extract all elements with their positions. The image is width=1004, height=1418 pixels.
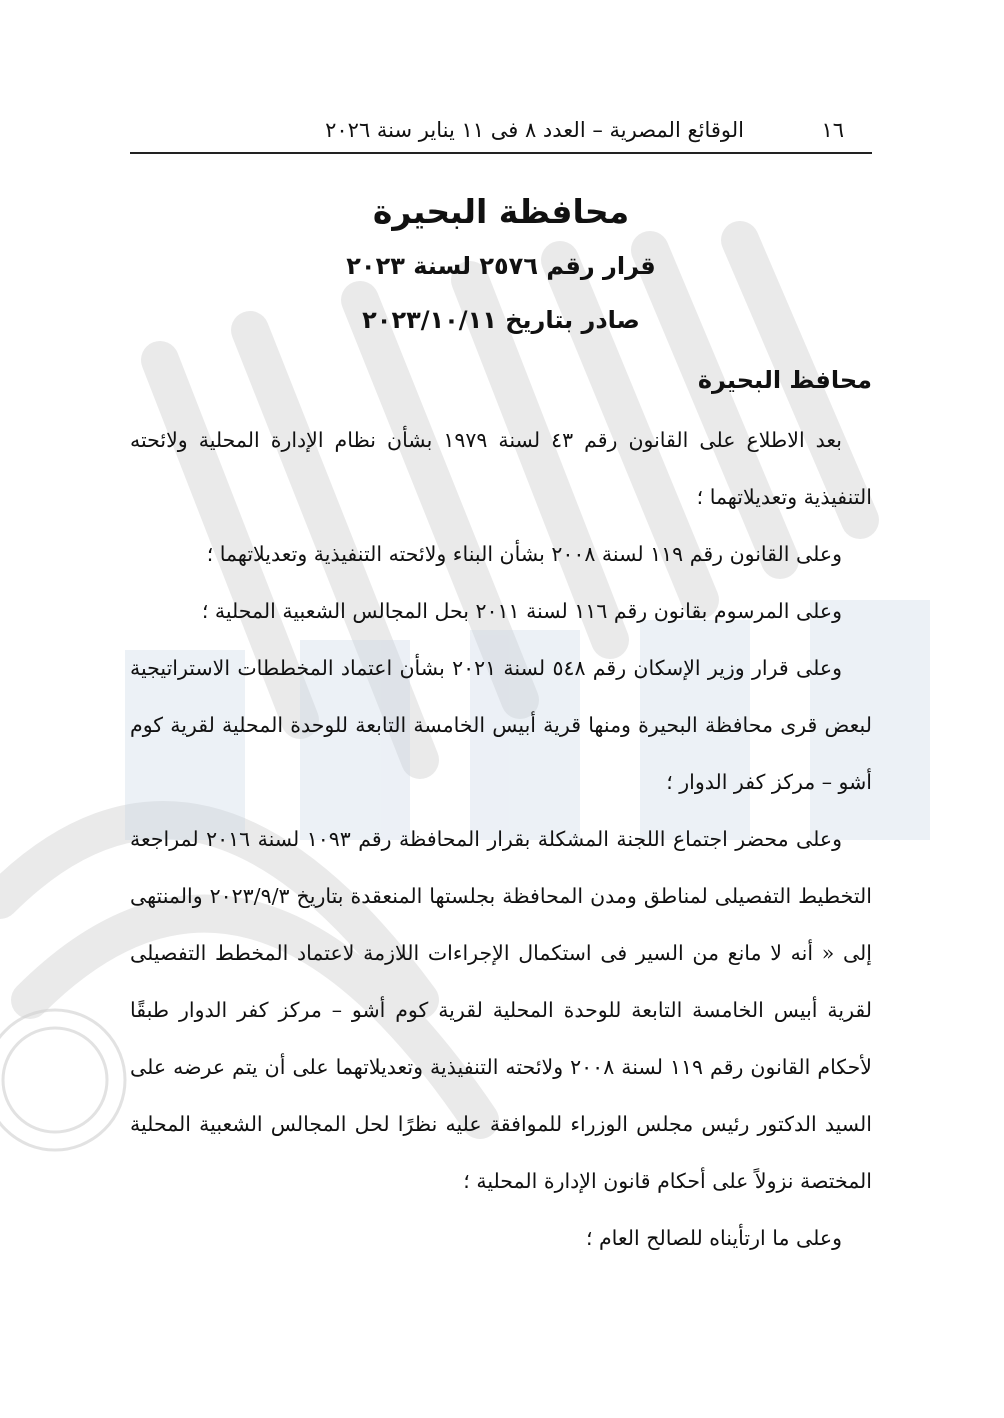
issuer-heading: محافظ البحيرة (697, 366, 872, 394)
page-header (130, 108, 872, 154)
preamble-paragraph: بعد الاطلاع على القانون رقم ٤٣ لسنة ١٩٧٩ بشأن نظام الإدارة المحلية ولائحته التنفيذية وتعديلاتهما ؛ (130, 428, 872, 509)
preamble-paragraph: وعلى قرار وزير الإسكان رقم ٥٤٨ لسنة ٢٠٢١ بشأن اعتماد المخططات الاستراتيجية لبعض قرى محافظة البحيرة ومنها قرية أبيس الخامسة التابعة للوحدة المحلية لقرية كوم أشو – مركز كفر الدوار ؛ (130, 656, 872, 794)
preamble-paragraph: وعلى محضر اجتماع اللجنة المشكلة بقرار المحافظة رقم ١٠٩٣ لسنة ٢٠١٦ لمراجعة التخطيط التفصيلى لمناطق ومدن المحافظة بجلستها المنعقدة بتاريخ ٢٠٢٣/٩/٣ والمنتهى إلى « أنه لا مانع من السير فى استكمال الإجراءات اللازمة لاعتماد المخطط التفصيلى لقرية أبيس الخامسة التابعة للوحدة المحلية لقرية كوم أشو – مركز كفر الدوار طبقًا لأحكام القانون رقم ١١٩ لسنة ٢٠٠٨ ولائحته التنفيذية وتعديلاتهما على أن يتم عرضه على السيد الدكتور رئيس مجلس الوزراء للموافقة عليه نظرًا لحل المجالس الشعبية المحلية المختصة نزولاً على أحكام قانون الإدارة المحلية ؛ (130, 827, 873, 1193)
gazette-page (130, 108, 872, 1267)
gazette-issue-line: الوقائع المصرية – العدد ٨ فى ١١ يناير سنة ٢٠٢٦ (325, 118, 744, 142)
page-number: ١٦ (821, 118, 844, 142)
decree-preamble (130, 412, 872, 1267)
decree-number: قرار رقم ٢٥٧٦ لسنة ٢٠٢٣ (346, 252, 656, 280)
preamble-paragraph: وعلى القانون رقم ١١٩ لسنة ٢٠٠٨ بشأن البناء ولائحته التنفيذية وتعديلاتهما ؛ (206, 542, 842, 566)
decree-issue-date: صادر بتاريخ ٢٠٢٣/١٠/١١ (362, 306, 640, 334)
preamble-paragraph: وعلى ما ارتأيناه للصالح العام ؛ (585, 1226, 842, 1250)
preamble-paragraph: وعلى المرسوم بقانون رقم ١١٦ لسنة ٢٠١١ بحل المجالس الشعبية المحلية ؛ (201, 599, 842, 623)
authority-title: محافظة البحيرة (372, 192, 630, 231)
